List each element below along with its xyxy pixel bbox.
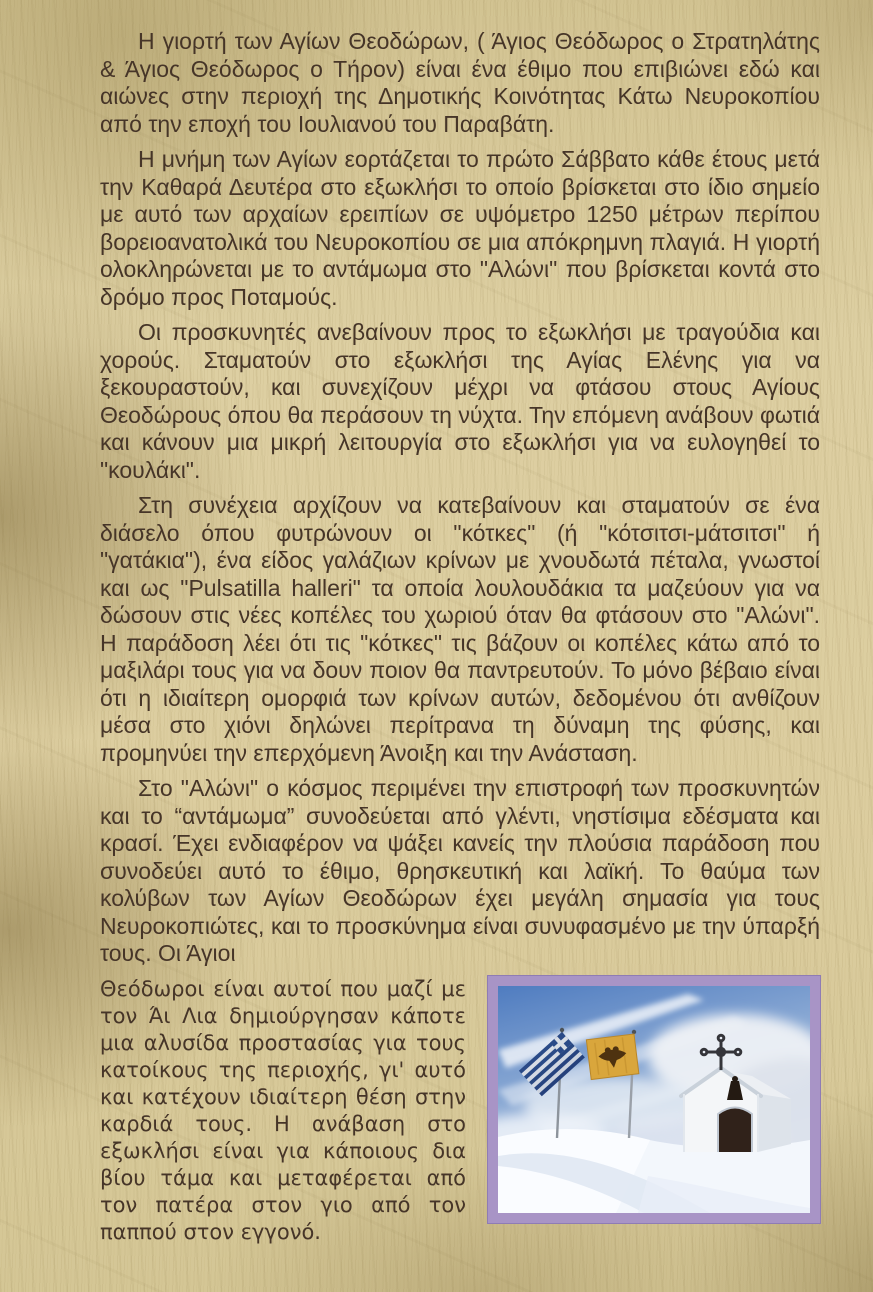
- paragraph-6: Θεόδωροι είναι αυτοί που μαζί με τον Άι Λια δημιούργησαν κάποτε μια αλυσίδα προστασίας για τους κατοίκους της περιοχής, γι' αυτό και κατέχουν ιδιαίτερη θέση στην καρδιά τους. Η ανάβαση στο εξωκλήσι είναι για κάποιους δια βίου τάμα και μεταφέρεται από τον πατέρα στον γιο από τον παππού στον εγγονό.: [100, 976, 466, 1244]
- paragraph-5: Στο "Αλώνι" ο κόσμος περιμένει την επιστροφή των προσκυνητών και το “αντάμωμα” συνοδεύεται από γλέντι, νηστίσιμα εδέσματα και κρασί. Έχει ενδιαφέρον να ψάξει κανείς την πλούσια παράδοση που συνοδεύει αυτό το έθιμο, θρησκευτική και λαϊκή. Το θαύμα των κολύβων των Αγίων Θεοδώρων έχει μεγάλη σημασία για τους Νευροκοπιώτες, και το προσκύνημα είναι συνυφασμένο με την ύπαρξή τους. Οι Άγιοι: [100, 775, 820, 966]
- text-and-photo-row: [100, 976, 820, 1246]
- chapel-door: [718, 1107, 752, 1152]
- article-text: [100, 28, 820, 968]
- paragraph-3: Οι προσκυνητές ανεβαίνουν προς το εξωκλήσι με τραγούδια και χορούς. Σταματούν στο εξωκλήσι της Αγίας Ελένης για να ξεκουραστούν, και συνεχίζουν μέχρι να φτάσου στους Αγίους Θεοδώρους όπου θα περάσουν τη νύχτα. Την επόμενη ανάβουν φωτιά και κάνουν μια μικρή λειτουργία στο εξωκλήσι για να ευλογηθεί το "κουλάκι".: [100, 319, 820, 483]
- paragraph-1: Η γιορτή των Αγίων Θεοδώρων, ( Άγιος Θεόδωρος ο Στρατηλάτης & Άγιος Θεόδωρος ο Τήρον) είναι ένα έθιμο που επιβιώνει εδώ και αιώνες στην περιοχή της Δημοτικής Κοινότητας Κάτω Νευροκοπίου από την εποχή του Ιουλιανού του Παραβάτη.: [100, 28, 820, 137]
- paragraph-2: Η μνήμη των Αγίων εορτάζεται το πρώτο Σάββατο κάθε έτους μετά την Καθαρά Δευτέρα στο εξωκλήσι το οποίο βρίσκεται στο ίδιο σημείο με αυτό των αρχαίων ερειπίων σε υψόμετρο 1250 μέτρων περίπου βορειοανατολικά του Νευροκοπίου σε μια απόκρημνη πλαγιά. Η γιορτή ολοκληρώνεται με το αντάμωμα στο "Αλώνι" που βρίσκεται κοντά στο δρόμο προς Ποταμούς.: [100, 146, 820, 310]
- chapel-photo: [488, 976, 820, 1223]
- paragraph-4: Στη συνέχεια αρχίζουν να κατεβαίνουν και σταματούν σε ένα διάσελο όπου φυτρώνουν οι "κότκες" (ή "κότσιτσι-μάτσιτσι" ή "γατάκια"), ένα είδος γαλάζιων κρίνων με χνουδωτά πέταλα, γνωστοί και ως "Pulsatilla halleri" τα οποία λουλουδάκια τα μαζεύουν για να δώσουν στις νέες κοπέλες του χωριού όταν θα φτάσουν στο "Αλώνι". Η παράδοση λέει ότι τις "κότκες" τις βάζουν οι κοπέλες κάτω από το μαξιλάρι τους για να δουν ποιον θα παντρευτούν. Το μόνο βέβαιο είναι ότι η ιδιαίτερη ομορφιά των κρίνων αυτών, δεδομένου ότι ανθίζουν μέσα στο χιόνι δηλώνει περίτρανα τη δύναμη της φύσης, και προμηνύει την επερχόμενη Άνοιξη και την Ανάσταση.: [100, 492, 820, 766]
- chapel-photo-image: [498, 986, 810, 1213]
